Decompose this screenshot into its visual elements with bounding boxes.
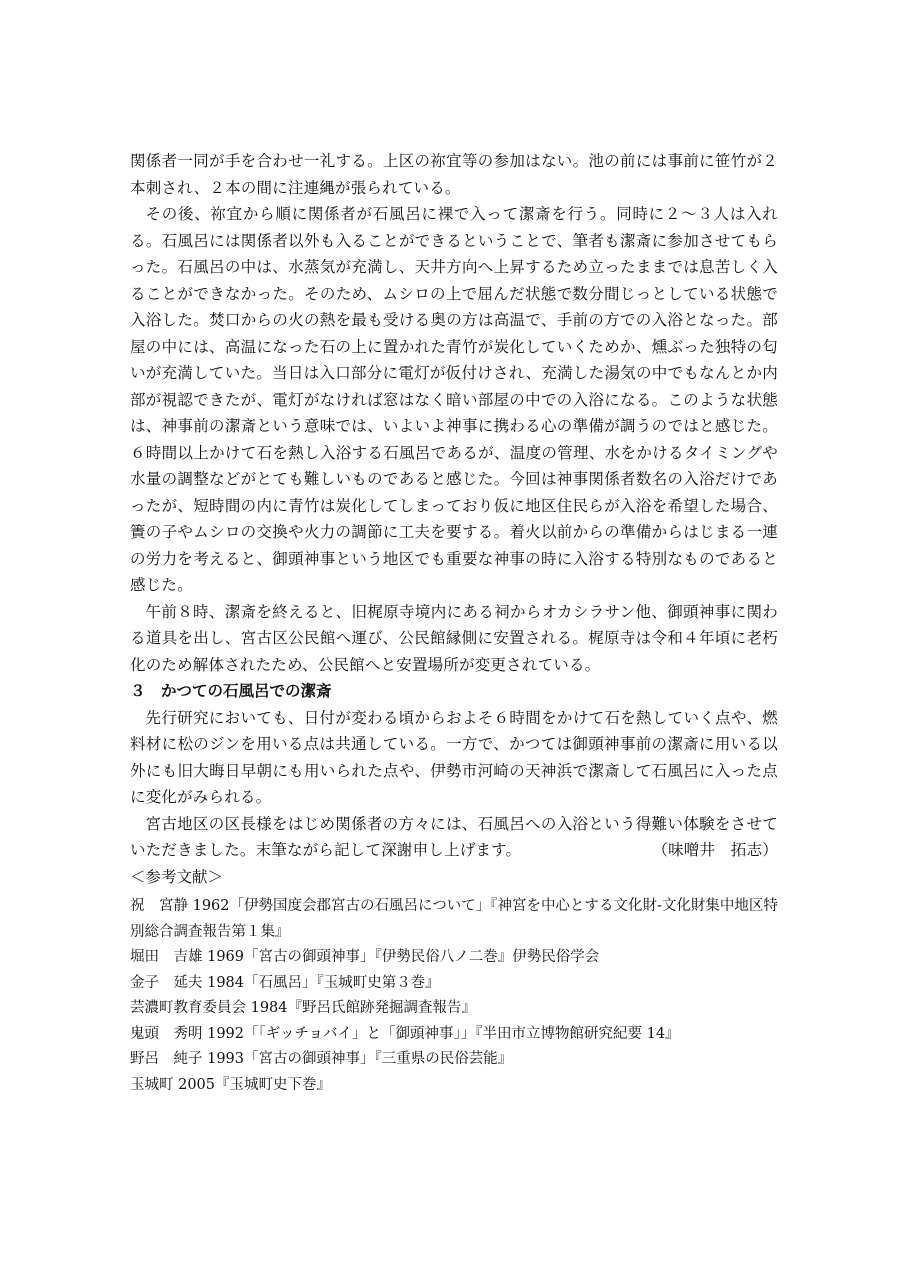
reference-item: 野呂 純子 1993「宮古の御頭神事」『三重県の民俗芸能』 <box>130 1051 513 1067</box>
acknowledgement-paragraph <box>130 811 778 864</box>
reference-item: 芸濃町教育委員会 1984『野呂氏館跡発掘調査報告』 <box>130 1000 477 1016</box>
reference-item: 祝 宮静 1962「伊勢国度会郡宮古の石風呂について」『神宮を中心とする文化財‐文化財集中地区特別総合調査報告第１集』 <box>130 898 778 940</box>
document-body <box>130 148 778 864</box>
body-paragraph: 午前８時、潔斎を終えると、旧梶原寺境内にある祠からオカシラサン他、御頭神事に関わる道具を出し、宮古区公民館へ運び、公民館縁側に安置される。梶原寺は令和４年頃に老朽化のため解体されたため、公民館へと安置場所が変更されている。 <box>130 602 778 674</box>
body-paragraph: 関係者一同が手を合わせ一礼する。上区の祢宜等の参加はない。池の前には事前に笹竹が２本刺され、２本の間に注連縄が張られている。 <box>130 152 778 197</box>
author-signature: （味噌井 拓志） <box>652 841 778 859</box>
reference-item: 堀田 吉雄 1969「宮古の御頭神事」『伊勢民俗八ノ二巻』伊勢民俗学会 <box>130 949 600 965</box>
reference-item: 鬼頭 秀明 1992「「ギッチョバイ」と「御頭神事」」『半田市立博物館研究紀要 14』 <box>130 1025 680 1042</box>
body-paragraph: 先行研究においても、日付が変わる頃からおよそ６時間をかけて石を熱していく点や、燃料材に松のジンを用いる点は共通している。一方で、かつては御頭神事前の潔斎に用いる以外にも旧大晦日早朝にも用いられた点や、伊勢市河崎の天神浜で潔斎して石風呂に入った点に変化がみられる。 <box>130 708 778 806</box>
references-title: ＜参考文献＞ <box>130 867 224 886</box>
acknowledgement-text: 宮古地区の区長様をはじめ関係者の方々には、石風呂への入浴という得難い体験をさせていただきました。末筆ながら記して深謝申し上げます。 <box>130 814 778 859</box>
section-heading: ３ かつての石風呂での潔斎 <box>130 681 332 700</box>
references-list <box>130 894 778 1098</box>
document-page <box>130 148 778 1098</box>
reference-item: 金子 延夫 1984「石風呂」『玉城町史第３巻』 <box>130 974 440 991</box>
body-paragraph: その後、祢宜から順に関係者が石風呂に裸で入って潔斎を行う。同時に２～３人は入れる。石風呂には関係者以外も入ることができるということで、筆者も潔斎に参加させてもらった。石風呂の中は、水蒸気が充満し、天井方向へ上昇するため立ったままでは息苦しく入ることができなかった。そのため、ムシロの上で屈んだ状態で数分間じっとしている状態で入浴した。焚口からの火の熱を最も受ける奥の方は高温で、手前の方での入浴となった。部屋の中には、高温になった石の上に置かれた青竹が炭化していくためか、燻ぶった独特の匂いが充満していた。当日は入口部分に電灯が仮付けされ、充満した湯気の中でもなんとか内部が視認できたが、電灯がなければ窓はなく暗い部屋の中での入浴になる。このような状態は、神事前の潔斎という意味では、いよいよ神事に携わる心の準備が調うのではと感じた。６時間以上かけて石を熱し入浴する石風呂であるが、温度の管理、水をかけるタイミングや水量の調整などがとても難しいものであると感じた。今回は神事関係者数名の入浴だけであったが、短時間の内に青竹は炭化してしまっており仮に地区住民らが入浴を希望した場合、簀の子やムシロの交換や火力の調節に工夫を要する。着火以前からの準備からはじまる一連の労力を考えると、御頭神事という地区でも重要な神事の時に入浴する特別なものであると感じた。 <box>130 205 778 594</box>
reference-item: 玉城町 2005『玉城町史下巻』 <box>130 1076 332 1093</box>
references-section <box>130 864 778 1099</box>
